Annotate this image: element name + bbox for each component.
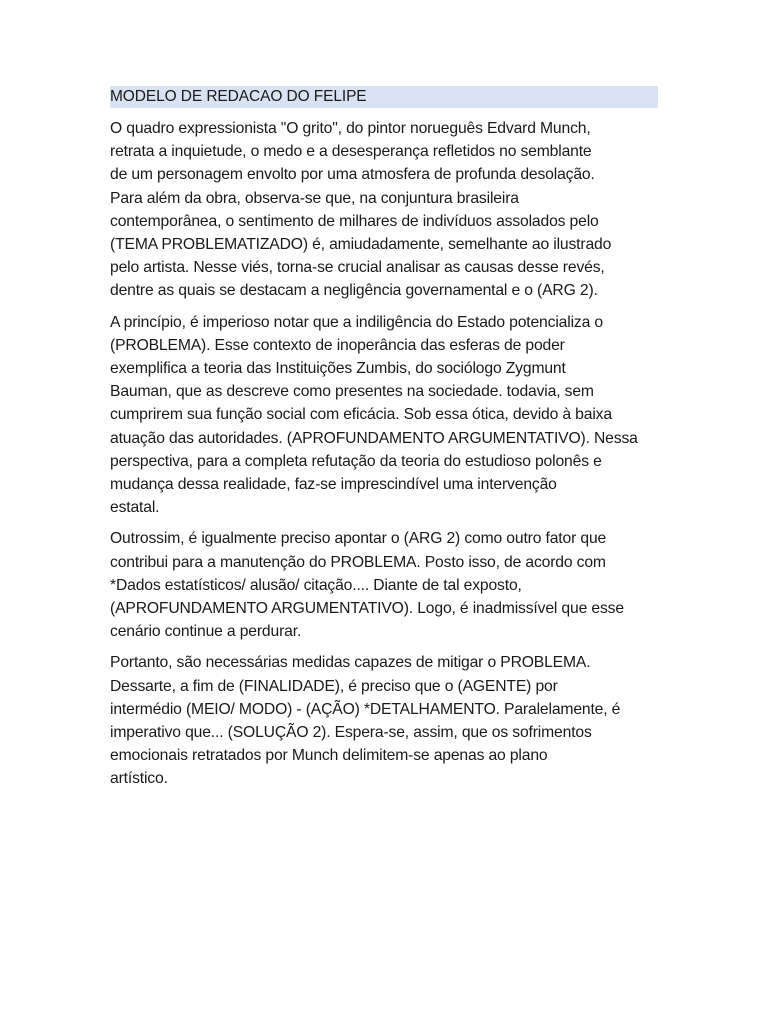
text-line: mudança dessa realidade, faz-se imprescindível uma intervenção xyxy=(110,476,557,494)
document-page xyxy=(110,86,658,799)
text-line: atuação das autoridades. (APROFUNDAMENTO ARGUMENTATIVO). Nessa xyxy=(110,429,638,447)
paragraph-conclusion xyxy=(110,651,658,790)
text-line: artístico. xyxy=(110,770,168,788)
text-line: Bauman, que as descreve como presentes na sociedade. todavia, sem xyxy=(110,383,594,401)
text-line: pelo artista. Nesse viés, torna-se crucial analisar as causas desse revés, xyxy=(110,259,605,277)
text-line: *Dados estatísticos/ alusão/ citação.... Diante de tal exposto, xyxy=(110,576,522,594)
text-line: (TEMA PROBLEMATIZADO) é, amiudadamente, semelhante ao ilustrado xyxy=(110,236,612,254)
text-line: (APROFUNDAMENTO ARGUMENTATIVO). Logo, é inadmissível que esse xyxy=(110,600,624,618)
text-line: exemplifica a teoria das Instituições Zumbis, do sociólogo Zygmunt xyxy=(110,360,566,378)
text-line: cenário continue a perdurar. xyxy=(110,623,302,641)
paragraph-development-2 xyxy=(110,527,658,643)
text-line: imperativo que... (SOLUÇÃO 2). Espera-se, assim, que os sofrimentos xyxy=(110,724,592,742)
text-line: Portanto, são necessárias medidas capazes de mitigar o PROBLEMA. xyxy=(110,654,591,672)
text-line: Outrossim, é igualmente preciso apontar o (ARG 2) como outro fator que xyxy=(110,530,607,548)
text-line: O quadro expressionista "O grito", do pintor norueguês Edvard Munch, xyxy=(110,120,591,137)
document-title: MODELO DE REDACAO DO FELIPE xyxy=(110,86,658,108)
text-line: perspectiva, para a completa refutação da teoria do estudioso polonês e xyxy=(110,452,602,470)
text-line: de um personagem envolto por uma atmosfera de profunda desolação. xyxy=(110,166,595,184)
text-line: intermédio (MEIO/ MODO) - (AÇÃO) *DETALHAMENTO. Paralelamente, é xyxy=(110,700,621,718)
text-line: (PROBLEMA). Esse contexto de inoperância das esferas de poder xyxy=(110,336,565,354)
text-line: retrata a inquietude, o medo e a desesperança refletidos no semblante xyxy=(110,143,592,161)
text-line: Dessarte, a fim de (FINALIDADE), é preciso que o (AGENTE) por xyxy=(110,677,558,695)
text-line: A princípio, é imperioso notar que a indiligência do Estado potencializa o xyxy=(110,313,603,331)
paragraph-introduction xyxy=(110,117,658,303)
text-line: dentre as quais se destacam a negligência governamental e o (ARG 2). xyxy=(110,282,598,300)
text-line: contemporânea, o sentimento de milhares de indivíduos assolados pelo xyxy=(110,212,599,230)
text-line: emocionais retratados por Munch delimitem-se apenas ao plano xyxy=(110,747,548,765)
text-line: estatal. xyxy=(110,499,160,517)
text-line: cumprirem sua função social com eficácia. Sob essa ótica, devido à baixa xyxy=(110,406,612,424)
text-line: Para além da obra, observa-se que, na conjuntura brasileira xyxy=(110,189,519,207)
paragraph-development-1 xyxy=(110,311,658,520)
text-line: contribui para a manutenção do PROBLEMA. Posto isso, de acordo com xyxy=(110,553,606,571)
